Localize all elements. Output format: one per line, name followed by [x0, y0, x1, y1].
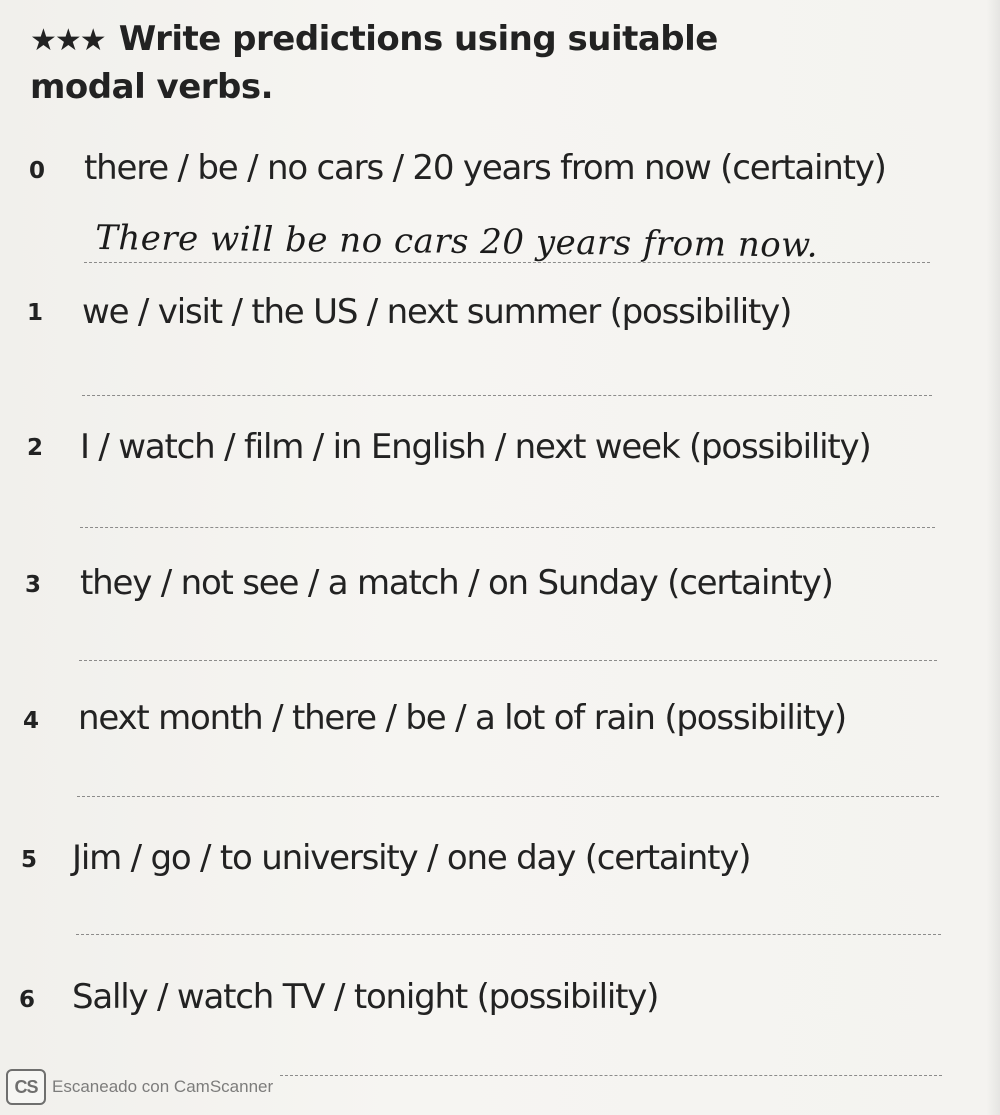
- item-prompt: I / watch / film / in English / next week (possibility): [80, 427, 871, 467]
- item-number: 3: [24, 572, 41, 598]
- page-edge-shadow: [986, 0, 1000, 1115]
- answer-line[interactable]: [79, 660, 937, 661]
- exercise-heading: [30, 16, 770, 110]
- answer-line[interactable]: [280, 1075, 942, 1076]
- item-prompt: they / not see / a match / on Sunday (certainty): [80, 563, 833, 603]
- difficulty-stars-icon: ★★★: [30, 23, 105, 58]
- answer-line[interactable]: [76, 934, 941, 935]
- item-number: 4: [22, 708, 39, 734]
- item-prompt: Sally / watch TV / tonight (possibility): [72, 977, 659, 1017]
- answer-line[interactable]: [82, 395, 932, 396]
- answer-line[interactable]: [77, 796, 939, 797]
- answer-line[interactable]: [84, 262, 930, 263]
- watermark-text: Escaneado con CamScanner: [52, 1077, 274, 1096]
- scanner-watermark: [6, 1069, 273, 1105]
- item-prompt: Jim / go / to university / one day (certainty): [72, 838, 751, 878]
- camscanner-logo-icon: CS: [6, 1069, 46, 1105]
- item-number: 1: [26, 300, 43, 326]
- item-prompt: there / be / no cars / 20 years from now (certainty): [84, 148, 886, 188]
- item-number: 2: [26, 435, 43, 461]
- exercise-title: Write predictions using suitable modal verbs.: [30, 19, 718, 107]
- item-prompt: next month / there / be / a lot of rain (possibility): [78, 698, 846, 738]
- item-number: 0: [28, 158, 45, 184]
- handwritten-answer: There will be no cars 20 years from now.: [95, 218, 819, 266]
- item-prompt: we / visit / the US / next summer (possibility): [82, 292, 792, 332]
- item-number: 5: [20, 847, 37, 873]
- answer-line[interactable]: [80, 527, 935, 528]
- item-number: 6: [18, 987, 35, 1013]
